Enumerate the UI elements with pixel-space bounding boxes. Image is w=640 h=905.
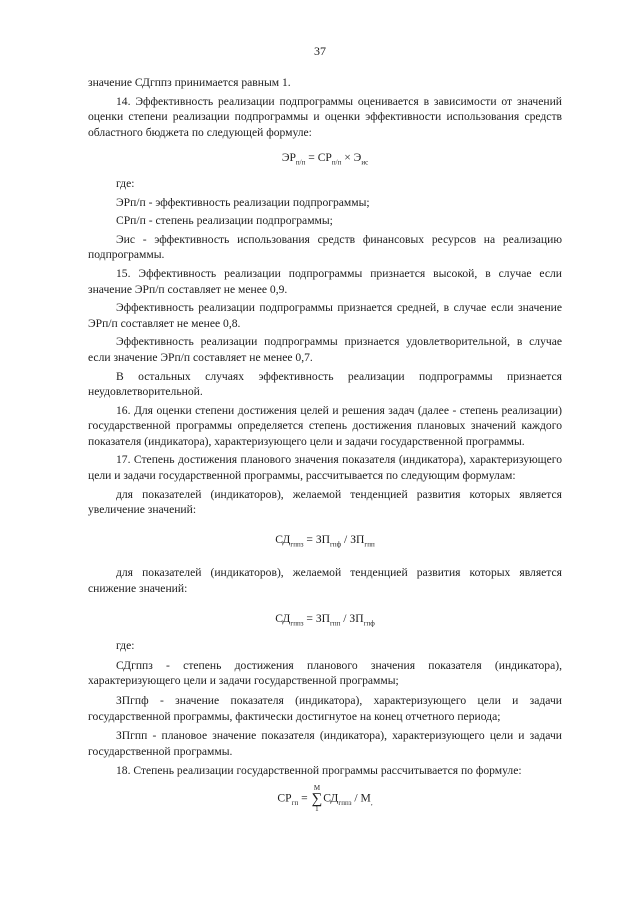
paragraph: 17. Степень достижения планового значения показателя (индикатора), характеризующего цели и задачи государственной программы, рассчитывается по следующим формулам: [88,453,562,483]
formula-symbol: ЗП [315,611,330,625]
formula-tail: / М [351,791,371,805]
formula-operator: × [341,151,354,165]
formula-symbol: ЭР [281,151,296,165]
sum-formula [88,785,562,813]
formula-symbol: СД [275,611,291,625]
formula-subscript: п/п [295,158,306,167]
formula-symbol: СР [317,151,332,165]
formula [88,532,562,548]
formula-subscript: ис [361,158,369,167]
paragraph: СРп/п - степень реализации подпрограммы; [116,214,333,228]
paragraph: 14. Эффективность реализации подпрограммы оценивается в зависимости от значений оценки степени реализации подпрограммы и оценки эффективности использования средств областного бюджета по следующей формуле: [88,94,562,139]
formula-symbol: СР [277,791,292,805]
document-body [88,75,562,813]
paragraph: ЗПгпп - плановое значение показателя (индикатора), характеризующего цели и задачи государственной программы. [88,729,562,758]
paragraph: для показателей (индикаторов), желаемой тенденцией развития которых является увеличение значений: [88,487,562,517]
paragraph: Эффективность реализации подпрограммы признается средней, в случае если значение ЭРп/п составляет не менее 0,8. [88,301,562,330]
paragraph: ЗПгпф - значение показателя (индикатора), характеризующего цели и задачи государственной программы, фактически достигнутое на конец отчетного периода; [88,694,562,723]
formula-operator: / [340,611,350,625]
formula-symbol: СД [275,532,291,546]
formula-symbol: ЗП [349,611,364,625]
formula-subscript: гпф [363,618,375,627]
formula-symbol: ЗП [315,532,330,546]
formula [88,611,562,627]
formula-subscript: гппз [290,618,304,627]
sum-lower-limit: 1 [315,804,319,813]
sum-upper-limit: M [313,783,321,792]
sigma-symbol: ∑ [311,790,323,807]
formula-subscript: гпп [364,540,375,549]
paragraph: 15. Эффективность реализации подпрограммы признается высокой, в случае если значение ЭРп/п составляет не менее 0,9. [88,266,562,296]
summation-sign [312,785,323,813]
paragraph: Эис - эффективность использования средств финансовых ресурсов на реализацию подпрограммы. [88,232,562,262]
paragraph: 16. Для оценки степени достижения целей и решения задач (далее - степень реализации) государственной программы определяется степень достижения плановых значений каждого показателя (индикатора), характеризующего цели и задачи государственной программы. [88,403,562,448]
paragraph: СДгппз - степень достижения планового значения показателя (индикатора), характеризующего цели и задачи государственной программы; [88,658,562,688]
formula-subscript: гпф [330,540,342,549]
paragraph: где: [116,639,135,653]
formula-subscript: гп [291,798,299,807]
formula-subscript: п/п [331,158,342,167]
formula-symbol: СД [323,791,339,805]
formula-subscript: гппз [290,540,304,549]
formula-symbol: Э [353,151,362,165]
formula-subscript: гппз [338,798,352,807]
formula-operator: = [303,611,316,625]
paragraph: где: [116,176,135,190]
formula-symbol: ЗП [350,532,365,546]
paragraph: Эффективность реализации подпрограммы признается удовлетворительной, в случае если значение ЭРп/п составляет не менее 0,7. [88,335,562,364]
formula-operator: = [305,151,318,165]
formula [88,150,562,166]
paragraph: 18. Степень реализации государственной программы рассчитывается по формуле: [116,764,522,778]
formula-subscript: , [370,798,373,807]
formula-operator: / [341,532,351,546]
paragraph: для показателей (индикаторов), желаемой тенденцией развития которых является снижение значений: [88,566,562,596]
page-number: 37 [314,44,326,58]
paragraph: ЭРп/п - эффективность реализации подпрограммы; [116,195,370,209]
paragraph: значение СДгппз принимается равным 1. [88,76,291,89]
formula-operator: = [303,532,316,546]
paragraph: В остальных случаях эффективность реализации подпрограммы признается неудовлетворительной. [88,369,562,399]
formula-operator: = [298,791,311,805]
formula-subscript: гпп [330,618,341,627]
